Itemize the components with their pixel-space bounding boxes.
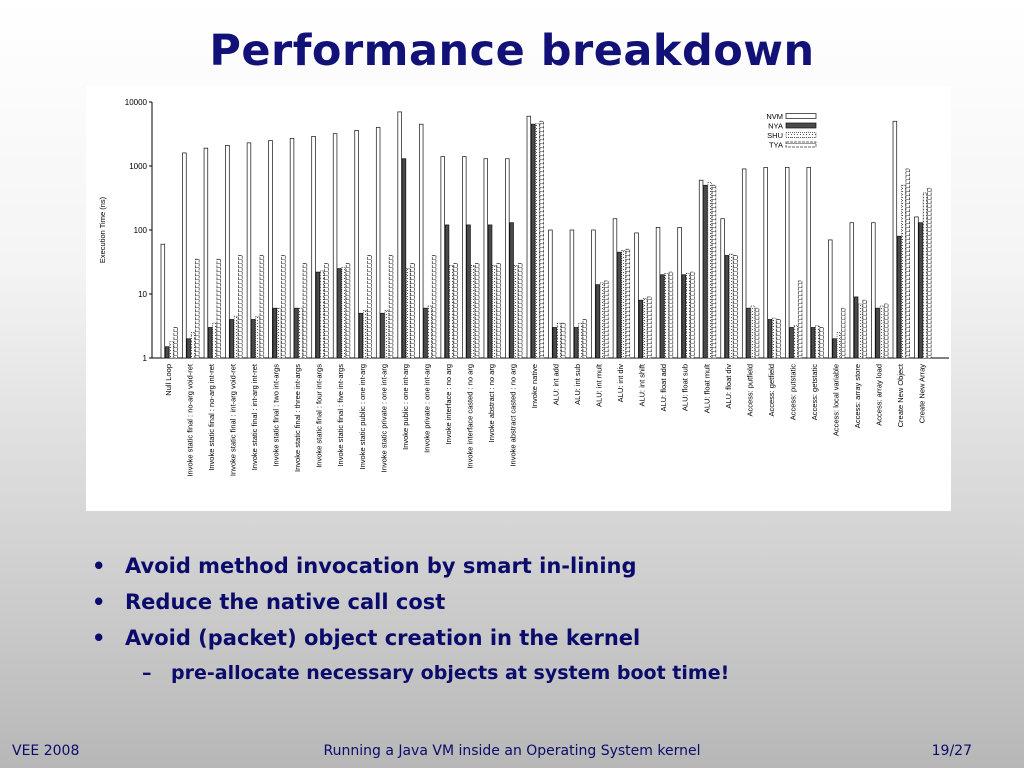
bar-shu [665,273,669,358]
bar-nvm [204,148,208,358]
y-tick-label: 1 [142,354,147,363]
bar-nya [833,339,837,358]
x-tick-label: Create New Object [896,364,906,428]
bar-nvm [592,230,596,358]
slide-title: Performance breakdown [209,26,815,76]
bar-nvm [570,230,574,358]
x-tick-label: Invoke static final : int-arg void-ret [228,364,238,477]
bar-nya [424,308,428,358]
bar-nya [574,327,578,358]
legend-label: NYA [768,121,783,131]
bar-shu [880,306,884,358]
bar-tya [389,255,393,358]
bar-nya [704,185,708,358]
bar-shu [816,326,820,358]
bar-shu [772,318,776,358]
sub-bullet-item [92,656,972,690]
bar-nya [596,285,600,358]
bar-nvm [505,159,509,358]
bar-nvm [785,167,789,358]
bar-nvm [462,157,466,358]
x-tick-label: Access: putstatic [788,364,798,421]
bar-tya [238,255,242,358]
sub-bullet-mark: – [142,662,152,684]
bar-nya [510,223,514,358]
x-tick-label: ALU: int shift [637,364,647,407]
bar-tya [303,263,307,358]
bar-nvm [419,124,423,358]
bar-tya [475,263,479,358]
bar-shu [234,316,238,358]
bar-shu [708,183,712,358]
bullet-mark: • [92,554,106,578]
bar-tya [798,281,802,358]
bar-nya [208,327,212,358]
bar-nya [402,159,406,358]
bar-tya [282,255,286,358]
bar-nvm [656,227,660,358]
bar-shu [191,333,195,358]
slide-footer [0,743,1024,763]
bar-shu [493,265,497,358]
x-tick-label: ALU: float add [659,364,669,412]
bar-nvm [333,134,337,358]
legend-label: SHU [767,131,783,140]
x-tick-label: Invoke static final : three int-args [293,364,303,472]
bar-tya [583,319,587,358]
x-tick-label: Invoke native [530,364,540,409]
x-tick-label: Invoke static final : no-arg int-ret [207,364,217,471]
bar-nvm [441,157,445,358]
bar-tya [325,263,329,358]
bar-shu [277,308,281,358]
legend-swatch [786,123,816,128]
bar-shu [751,306,755,358]
bar-shu [342,267,346,358]
bar-shu [643,299,647,358]
bar-nya [790,327,794,358]
bar-nya [165,347,169,358]
x-tick-label: Invoke static final : two int-args [271,364,281,467]
x-tick-label: Invoke static private : one int-arg [379,364,389,473]
bullet-item [92,620,972,656]
bar-tya [411,263,415,358]
bar-shu [363,311,367,358]
x-tick-label: ALU: int sub [573,364,583,405]
bar-nvm [290,138,294,358]
footer-conference: VEE 2008 [12,743,80,759]
bar-tya [540,121,544,358]
bullet-text: Reduce the native call cost [125,590,446,614]
bar-nya [273,308,277,358]
bar-tya [712,185,716,358]
bar-shu [859,304,863,358]
bullet-item [92,548,972,584]
bar-nvm [312,136,316,358]
bar-tya [195,259,199,358]
bar-nya [359,313,363,358]
footer-page-number: 19/27 [931,743,972,759]
bar-nvm [893,121,897,358]
bar-nvm [398,112,402,358]
bar-nvm [484,159,488,358]
bar-nya [768,319,772,358]
bar-nya [187,339,191,358]
legend-swatch [786,114,816,119]
bar-nya [639,300,643,358]
bar-nvm [226,145,230,358]
bullet-list [92,548,972,690]
bullet-text: Avoid method invocation by smart in-lining [125,554,637,578]
sub-bullet-text: pre-allocate necessary objects at system boot time! [171,662,730,684]
bar-tya [174,327,178,358]
x-tick-label: Access: getfield [766,364,776,417]
x-tick-label: ALU: float mult [702,364,712,414]
bar-tya [626,249,630,358]
bar-nya [876,308,880,358]
bar-nya [467,225,471,358]
bullet-mark: • [92,626,106,650]
x-tick-label: ALU: int mult [594,364,604,407]
bullet-item [92,584,972,620]
bar-shu [385,311,389,358]
y-tick-label: 1000 [129,162,147,171]
x-tick-label: ALU: int div [616,364,626,403]
bar-nya [897,236,901,358]
bar-tya [669,272,673,358]
x-tick-label: Access: local variable [831,364,841,437]
y-tick-label: 100 [133,226,147,235]
legend-label: TYA [768,140,783,150]
bar-nvm [635,233,639,358]
x-tick-label: Invoke static final : four int-args [314,364,324,468]
bar-nvm [376,127,380,358]
bar-nvm [183,153,187,358]
execution-time-chart [86,86,951,511]
x-tick-label: Null Loop [164,364,173,396]
bar-nvm [764,167,768,358]
bar-shu [406,269,410,358]
bar-nya [660,275,664,358]
bar-tya [884,304,888,358]
x-tick-label: Invoke static final : no-arg void-ret [185,364,195,477]
bar-nya [316,272,320,358]
bar-nya [553,327,557,358]
x-tick-label: Invoke public : one int-arg [400,364,410,450]
bar-nya [811,327,815,358]
bar-nvm [161,244,165,358]
bar-nvm [678,227,682,358]
bar-tya [777,319,781,358]
bar-tya [906,169,910,358]
bar-nya [338,269,342,358]
bar-tya [734,255,738,358]
bar-shu [837,333,841,358]
legend-swatch [786,142,816,147]
bar-tya [260,255,264,358]
bar-shu [428,306,432,358]
bar-nvm [247,143,251,358]
bar-tya [691,272,695,358]
bar-nvm [742,169,746,358]
bar-shu [213,323,217,358]
legend-swatch [786,133,816,138]
x-tick-label: Invoke interface : no arg [443,364,453,445]
bar-tya [454,263,458,358]
x-tick-label: Create New Array [917,364,927,424]
x-tick-label: Invoke interface casted : no arg [465,364,475,469]
bar-nvm [549,230,553,358]
bar-shu [449,265,453,358]
bar-shu [923,193,927,358]
bar-tya [368,255,372,358]
bar-nya [617,252,621,358]
bar-nya [531,124,535,358]
legend-label: NVM [766,112,783,121]
bar-nvm [721,219,725,358]
bar-shu [729,254,733,358]
bar-nya [854,297,858,358]
bar-shu [471,265,475,358]
bar-nya [725,255,729,358]
bar-tya [217,259,221,358]
bar-nvm [699,180,703,358]
bar-tya [863,300,867,358]
bar-shu [622,250,626,358]
x-tick-label: Access: putfield [745,364,755,417]
bar-shu [579,323,583,358]
bar-nya [381,313,385,358]
bullet-text: Avoid (packet) object creation in the kernel [125,626,641,650]
footer-talk-title: Running a Java VM inside an Operating System kernel [323,743,701,759]
bar-tya [841,308,845,358]
bar-shu [320,271,324,358]
bar-tya [561,323,565,358]
x-tick-label: Invoke abstract : no arg [486,364,496,443]
y-tick-label: 10 [138,290,147,299]
x-tick-label: Invoke static public : one int-arg [357,364,367,470]
bar-tya [346,263,350,358]
bar-nvm [527,116,531,358]
bar-shu [256,316,260,358]
bar-shu [902,185,906,358]
bar-nvm [613,219,617,358]
bar-nya [747,308,751,358]
bar-shu [686,273,690,358]
bar-tya [755,308,759,358]
bar-nya [488,225,492,358]
y-tick-label: 10000 [124,98,147,107]
bar-nya [919,223,923,358]
x-tick-label: ALU: float sub [680,364,690,412]
chart-svg [86,86,951,511]
bar-nvm [355,130,359,358]
x-tick-label: Access: array load [874,364,884,426]
y-axis-label: Execution Time (ns) [98,196,107,264]
x-tick-label: Access: getstatic [809,364,819,421]
bar-tya [820,327,824,358]
bar-tya [605,281,609,358]
x-tick-label: ALU: int add [551,364,561,406]
x-tick-label: Invoke static final : five int-args [336,364,346,467]
bar-tya [927,188,931,358]
bar-nvm [269,141,273,358]
bar-nya [445,225,449,358]
bar-shu [299,308,303,358]
bar-shu [600,283,604,358]
bar-tya [648,297,652,358]
x-tick-label: Invoke abstract casted : no arg [508,364,518,467]
x-tick-label: Invoke private : one int-arg [422,364,432,453]
bar-nvm [807,167,811,358]
x-tick-label: ALU: float div [723,364,733,409]
bar-shu [536,124,540,358]
bar-nya [682,275,686,358]
bar-shu [514,265,518,358]
bar-nya [230,319,234,358]
bar-tya [518,263,522,358]
bar-tya [432,255,436,358]
bar-nvm [850,223,854,358]
bullet-mark: • [92,590,106,614]
bar-shu [170,342,174,358]
bar-tya [497,263,501,358]
bar-shu [557,323,561,358]
bar-shu [794,326,798,358]
x-tick-label: Access: array store [852,364,862,429]
bar-nvm [871,223,875,358]
x-tick-label: Invoke static final : int-arg int-ret [250,364,260,471]
bar-nya [294,308,298,358]
bar-nvm [828,240,832,358]
bar-nvm [915,217,919,358]
bar-nya [251,319,255,358]
